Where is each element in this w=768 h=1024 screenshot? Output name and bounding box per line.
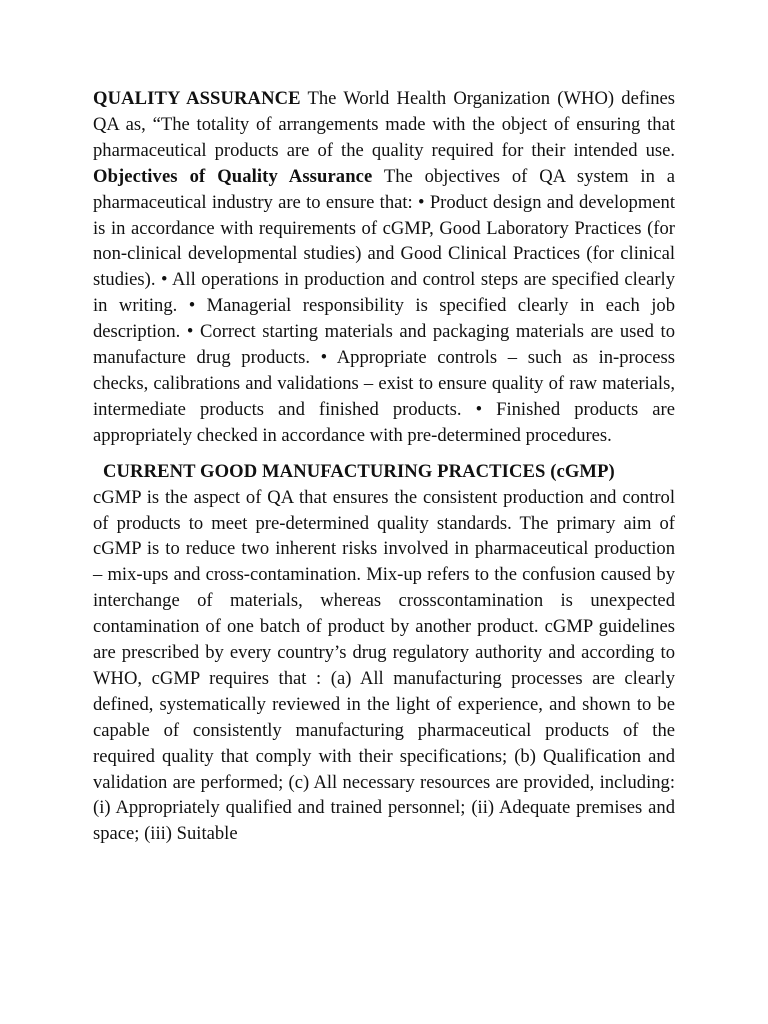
qa-objectives-text: The objectives of QA system in a pharmaceutical industry are to ensure that: • Product design and development is in accordance with requirements of cGMP, Good Laboratory Practices (for non-clinical developmental studies) and Good Clinical Practices (for clinical studies). • All operations in production and control steps are specified clearly in writing. • Managerial responsibility is specified clearly in each job description. • Correct starting materials and packaging materials are used to manufacture drug products. • Appropriate controls – such as in-process checks, calibrations and validations – exist to ensure quality of raw materials, intermediate products and finished products. • Finished products are appropriately checked in accordance with pre-determined procedures. bbox=[93, 165, 675, 446]
cgmp-text: cGMP is the aspect of QA that ensures the consistent production and control of products to meet pre-determined quality standards. The primary aim of cGMP is to reduce two inherent risks involved in pharmaceutical production – mix-ups and cross-contamination. Mix-up refers to the confusion caused by interchange of materials, whereas crosscontamination is unexpected contamination of one batch of product by another product. cGMP guidelines are prescribed by every country’s drug regulatory authority and according to WHO, cGMP requires that : (a) All manufacturing processes are clearly defined, systematically reviewed in the light of experience, and shown to be capable of consistently manufacturing pharmaceutical products of the required quality that comply with their specifications; (b) Qualification and validation are performed; (c) All necessary resources are provided, including: (i) Appropriately qualified and trained personnel; (ii) Adequate premises and space; (iii) Suitable bbox=[93, 486, 675, 845]
quality-assurance-paragraph bbox=[93, 86, 675, 449]
cgmp-heading: CURRENT GOOD MANUFACTURING PRACTICES (cGMP) bbox=[103, 460, 615, 482]
quality-assurance-heading: QUALITY ASSURANCE bbox=[93, 88, 301, 109]
cgmp-paragraph bbox=[93, 459, 675, 848]
qa-definition-text: The World Health Organization (WHO) defines QA as, “The totality of arrangements made with the object of ensuring that pharmaceutical products are of the quality required for their intended use. bbox=[93, 88, 675, 161]
document-page bbox=[93, 86, 675, 847]
qa-objectives-subheading: Objectives of Quality Assurance bbox=[93, 165, 373, 187]
